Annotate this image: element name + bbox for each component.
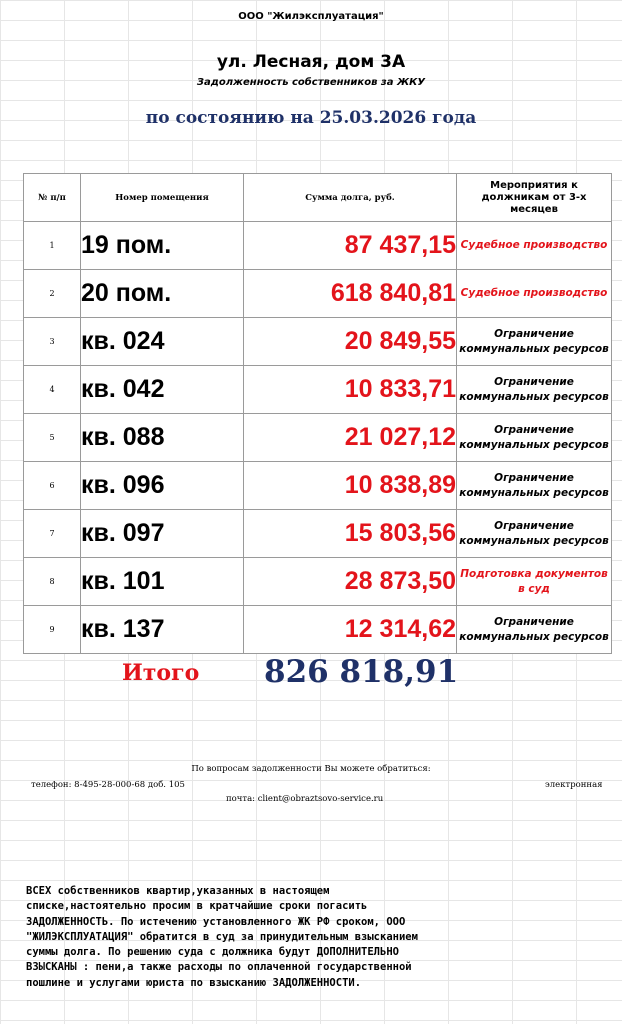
header-amount: Сумма долга, руб. bbox=[244, 174, 457, 222]
notice-line: "ЖИЛЭКСПЛУАТАЦИЯ" обратится в суд за принудительным взысканием bbox=[26, 930, 418, 943]
table-row bbox=[24, 414, 612, 462]
room-number: кв. 042 bbox=[81, 366, 244, 414]
debt-amount: 15 803,56 bbox=[244, 510, 457, 558]
table-row bbox=[24, 462, 612, 510]
debtor-action: Судебное производство bbox=[457, 222, 612, 270]
row-number: 5 bbox=[24, 414, 81, 462]
table-row bbox=[24, 318, 612, 366]
table-row bbox=[24, 366, 612, 414]
debtor-action: Ограничение коммунальных ресурсов bbox=[457, 510, 612, 558]
notice-line: пошлине и услугами юриста по взысканию ЗАДОЛЖЕННОСТИ. bbox=[26, 976, 362, 989]
debtor-action: Подготовка документов в суд bbox=[457, 558, 612, 606]
debt-amount: 21 027,12 bbox=[244, 414, 457, 462]
row-number: 2 bbox=[24, 270, 81, 318]
room-number: кв. 024 bbox=[81, 318, 244, 366]
debtor-action: Ограничение коммунальных ресурсов bbox=[457, 462, 612, 510]
table-row bbox=[24, 222, 612, 270]
debt-amount: 618 840,81 bbox=[244, 270, 457, 318]
room-number: кв. 097 bbox=[81, 510, 244, 558]
document-subtitle: Задолженность собственников за ЖКУ bbox=[196, 77, 426, 88]
row-number: 3 bbox=[24, 318, 81, 366]
contact-intro: По вопросам задолженности Вы можете обратиться: bbox=[191, 764, 431, 774]
room-number: 19 пом. bbox=[81, 222, 244, 270]
notice-line: ВСЕХ собственников квартир,указанных в настоящем bbox=[26, 885, 330, 897]
notice-line: ВЗЫСКАНЫ : пени,а также расходы по оплаченной государственной bbox=[26, 961, 412, 974]
building-address: ул. Лесная, дом 3А bbox=[216, 52, 406, 72]
contact-email: почта: client@obraztsovo-service.ru bbox=[226, 794, 384, 804]
table-header-row bbox=[24, 174, 612, 222]
debt-amount: 28 873,50 bbox=[244, 558, 457, 606]
room-number: кв. 096 bbox=[81, 462, 244, 510]
notice-line: ЗАДОЛЖЕННОСТЬ. По истечению установленного ЖК РФ сроком, ООО bbox=[26, 915, 406, 928]
table-row bbox=[24, 510, 612, 558]
debtor-action: Судебное производство bbox=[457, 270, 612, 318]
total-value: 826 818,91 bbox=[264, 654, 459, 690]
debt-table bbox=[23, 173, 612, 654]
debt-amount: 87 437,15 bbox=[244, 222, 457, 270]
debt-amount: 10 838,89 bbox=[244, 462, 457, 510]
row-number: 6 bbox=[24, 462, 81, 510]
header-num: № п/п bbox=[24, 174, 81, 222]
contact-email-label: электронная bbox=[545, 780, 603, 790]
table-row bbox=[24, 558, 612, 606]
organization-name: ООО "Жилэксплуатация" bbox=[238, 11, 384, 22]
table-row bbox=[24, 270, 612, 318]
notice-line: суммы долга. По решению суда с должника будут ДОПОЛНИТЕЛЬНО bbox=[26, 946, 399, 959]
debt-amount: 20 849,55 bbox=[244, 318, 457, 366]
total-label: Итого bbox=[122, 660, 200, 686]
row-number: 9 bbox=[24, 606, 81, 654]
as-of-date: по состоянию на 25.03.2026 года bbox=[145, 108, 477, 128]
row-number: 7 bbox=[24, 510, 81, 558]
header-room: Номер помещения bbox=[81, 174, 244, 222]
debt-amount: 12 314,62 bbox=[244, 606, 457, 654]
table-row bbox=[24, 606, 612, 654]
notice-line: списке,настоятельно просим в кратчайшие сроки погасить bbox=[26, 900, 368, 913]
room-number: кв. 137 bbox=[81, 606, 244, 654]
row-number: 8 bbox=[24, 558, 81, 606]
debt-notice bbox=[26, 884, 616, 991]
room-number: 20 пом. bbox=[81, 270, 244, 318]
debtor-action: Ограничение коммунальных ресурсов bbox=[457, 366, 612, 414]
room-number: кв. 101 bbox=[81, 558, 244, 606]
debtor-action: Ограничение коммунальных ресурсов bbox=[457, 414, 612, 462]
row-number: 4 bbox=[24, 366, 81, 414]
debtor-action: Ограничение коммунальных ресурсов bbox=[457, 606, 612, 654]
room-number: кв. 088 bbox=[81, 414, 244, 462]
debt-amount: 10 833,71 bbox=[244, 366, 457, 414]
contact-phone: телефон: 8-495-28-000-68 доб. 105 bbox=[31, 780, 185, 790]
debtor-action: Ограничение коммунальных ресурсов bbox=[457, 318, 612, 366]
header-action: Мероприятия к должникам от 3-х месяцев bbox=[457, 174, 612, 222]
row-number: 1 bbox=[24, 222, 81, 270]
